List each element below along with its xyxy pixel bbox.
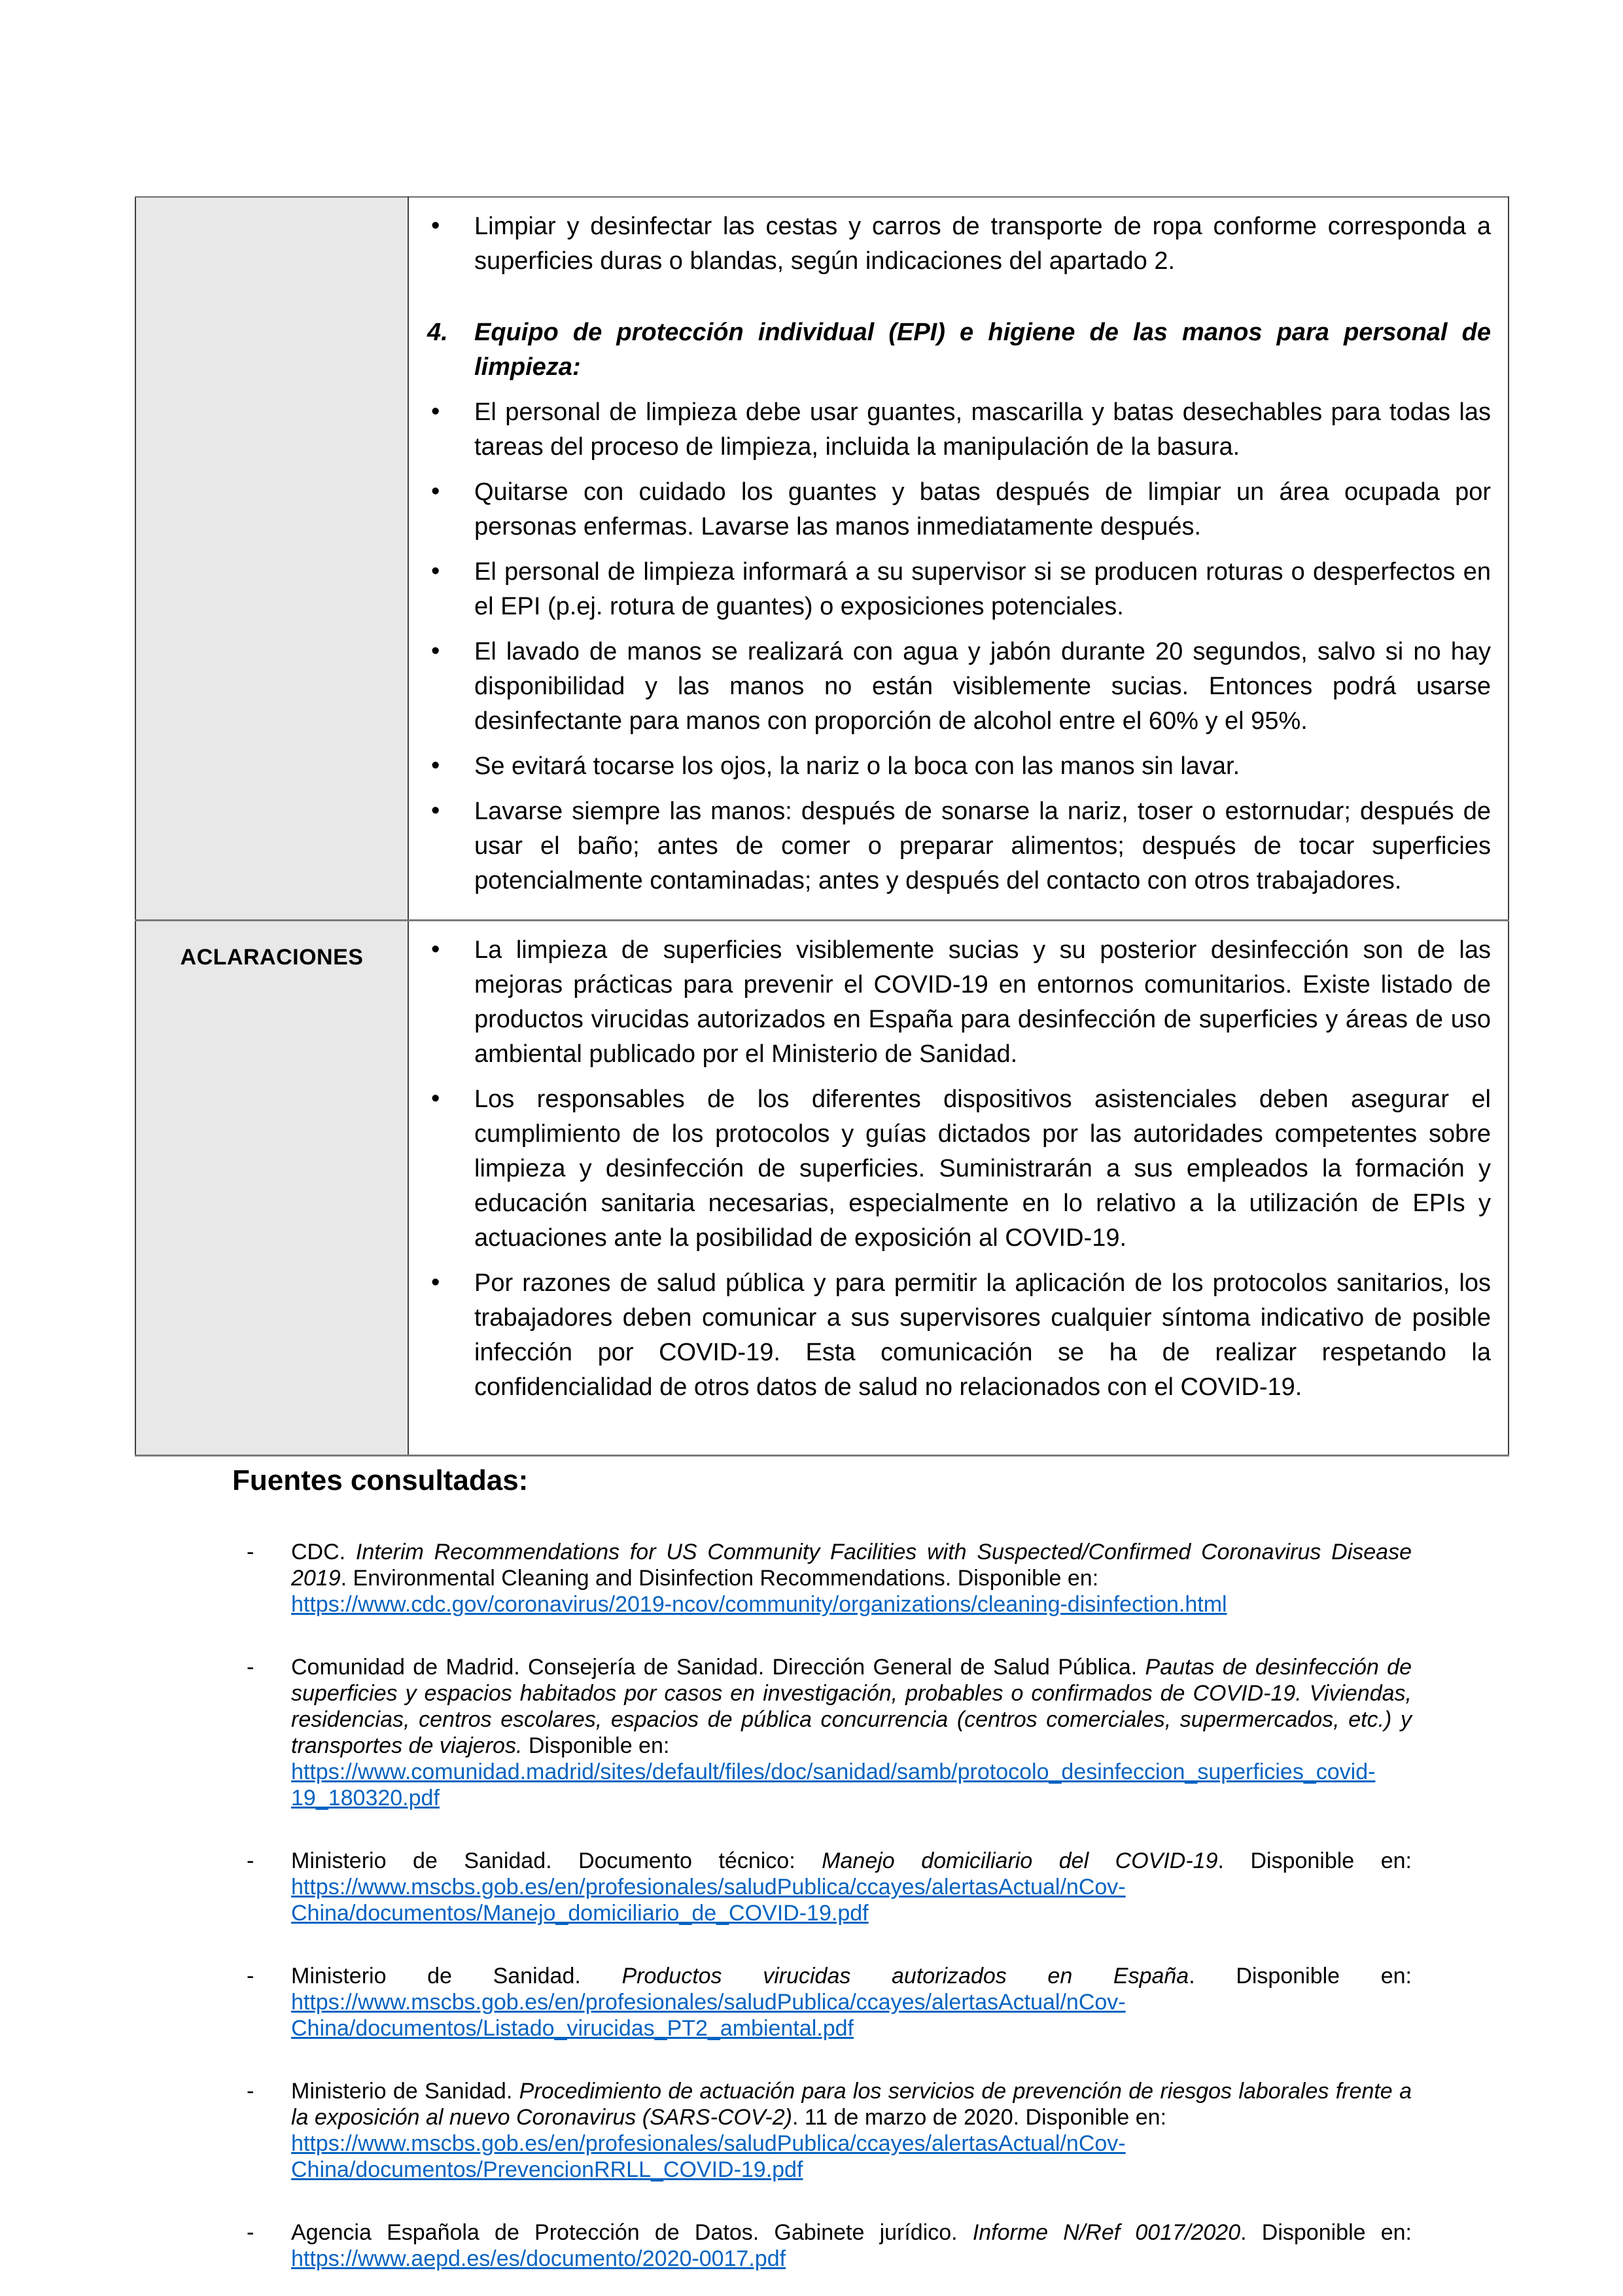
bullet-item [409, 555, 1491, 624]
citation-text: Agencia Española de Protección de Datos. Gabinete jurídico. [291, 2220, 973, 2245]
citation-title: Pautas de desinfección de superficies y espacios habitados por casos en investigación, probables o confirmados de COVID-19. Viviendas, residencias, centros escolares, espacios de pública concurrencia (centros comerciales, supermercados, etc.) y transportes de viajeros. [291, 1655, 1412, 1758]
bullet-text: Se evitará tocarse los ojos, la nariz o la boca con las manos sin lavar. [474, 752, 1240, 780]
citation-text: . Disponible en: [1189, 1964, 1412, 1988]
reference-citation [291, 1539, 1412, 1591]
reference-link[interactable]: https://www.mscbs.gob.es/en/profesionales/saludPublica/ccayes/alertasActual/nCov- [291, 1875, 1126, 1899]
bullet-text: Quitarse con cuidado los guantes y batas después de limpiar un área ocupada por personas enfermas. Lavarse las manos inmediatamente después. [474, 478, 1491, 540]
reference-link[interactable]: China/documentos/PrevencionRRLL_COVID-19.pdf [291, 2157, 803, 2182]
citation-text: . Disponible en: [1217, 1848, 1412, 1873]
bullet-marker: • [431, 637, 440, 665]
row-label-cell [135, 921, 408, 1456]
bullet-item [409, 749, 1491, 784]
bullet-item [409, 933, 1491, 1072]
reference-link[interactable]: https://www.mscbs.gob.es/en/profesionales/saludPublica/ccayes/alertasActual/nCov- [291, 1990, 1126, 2015]
citation-text: Ministerio de Sanidad. [291, 2079, 519, 2104]
bullet-text: El personal de limpieza informará a su supervisor si se producen roturas o desperfectos en el EPI (p.ej. rotura de guantes) o exposiciones potenciales. [474, 558, 1491, 620]
citation-title: Productos virucidas autorizados en España [621, 1964, 1189, 1988]
heading-number: 4. [427, 319, 448, 346]
row-content-cell [408, 921, 1509, 1456]
reference-links [291, 2246, 1412, 2272]
bullet-item [409, 1266, 1491, 1405]
bullet-text: Lavarse siempre las manos: después de sonarse la nariz, toser o estornudar; después de usar el baño; antes de comer o preparar alimentos; después de tocar superficies potencialmente contaminadas; antes y después del contacto con otros trabajadores. [474, 798, 1491, 894]
reference-link[interactable]: https://www.cdc.gov/coronavirus/2019-ncov/community/organizations/cleaning-disinfection.html [291, 1592, 1227, 1617]
reference-links [291, 1874, 1412, 1926]
row-content-cell [408, 197, 1509, 921]
reference-dash-marker: - [247, 2079, 254, 2104]
reference-item [232, 1654, 1412, 1811]
reference-dash-marker: - [247, 1540, 254, 1564]
bullet-text: La limpieza de superficies visiblemente sucias y su posterior desinfección son de las mejoras prácticas para prevenir el COVID-19 en entornos comunitarios. Existe listado de productos virucidas autorizados en España para desinfección de superficies y áreas de uso ambiental publicado por el Ministerio de Sanidad. [474, 936, 1491, 1068]
citation-text: . Disponible en: [1240, 2220, 1412, 2245]
bullet-marker: • [431, 398, 440, 425]
sources-section [232, 1464, 1412, 2296]
reference-dash-marker: - [247, 1848, 254, 1873]
reference-item [232, 1539, 1412, 1617]
reference-links [291, 1989, 1412, 2041]
bullet-item [409, 475, 1491, 544]
sources-list [232, 1539, 1412, 2272]
citation-title: Manejo domiciliario del COVID-19 [822, 1848, 1218, 1873]
bullet-text: Limpiar y desinfectar las cestas y carros de transporte de ropa conforme corresponda a superficies duras o blandas, según indicaciones del apartado 2. [474, 213, 1491, 275]
reference-citation [291, 2219, 1412, 2246]
reference-links [291, 1591, 1412, 1617]
reference-item [232, 2219, 1412, 2272]
reference-citation [291, 1963, 1412, 1989]
citation-text: Ministerio de Sanidad. [291, 1964, 622, 1988]
reference-item [232, 2078, 1412, 2183]
bullet-item [409, 794, 1491, 898]
bullet-item [409, 395, 1491, 465]
sources-heading: Fuentes consultadas: [232, 1464, 529, 1496]
reference-links [291, 2130, 1412, 2183]
bullet-item [409, 209, 1491, 279]
reference-citation [291, 1654, 1412, 1759]
reference-item [232, 1963, 1412, 2041]
bullet-marker: • [431, 557, 440, 585]
reference-links [291, 1759, 1412, 1811]
row-label: ACLARACIONES [180, 945, 364, 970]
reference-link[interactable]: https://www.mscbs.gob.es/en/profesionales/saludPublica/ccayes/alertasActual/nCov- [291, 2131, 1126, 2156]
section-4-heading [409, 315, 1491, 385]
bullet-item [409, 635, 1491, 739]
citation-text: Disponible en: [522, 1733, 670, 1758]
reference-citation [291, 2078, 1412, 2130]
reference-link[interactable]: China/documentos/Manejo_domiciliario_de_COVID-19.pdf [291, 1901, 869, 1926]
bullet-marker: • [431, 478, 440, 505]
reference-link[interactable]: China/documentos/Listado_virucidas_PT2_ambiental.pdf [291, 2016, 854, 2041]
reference-link[interactable]: https://www.comunidad.madrid/sites/default/files/doc/sanidad/samb/protocolo_desinfeccion_superficies_covid- [291, 1759, 1376, 1784]
bullet-marker: • [431, 936, 440, 963]
bullet-marker: • [431, 797, 440, 824]
bullet-marker: • [431, 212, 440, 239]
citation-text: Ministerio de Sanidad. Documento técnico: [291, 1848, 822, 1873]
bullet-marker: • [431, 1085, 440, 1112]
citation-text: . Environmental Cleaning and Disinfection Recommendations. Disponible en: [340, 1566, 1099, 1591]
blank-line [409, 289, 1491, 315]
citation-title: Procedimiento de actuación para los servicios de prevención de riesgos laborales frente a la exposición al nuevo Coronavirus (SARS-COV-2) [291, 2079, 1412, 2130]
bullet-marker: • [431, 752, 440, 779]
table-row [135, 921, 1509, 1456]
citation-text: CDC. [291, 1540, 356, 1564]
citation-text: . 11 de marzo de 2020. Disponible en: [792, 2105, 1167, 2130]
table-row [135, 197, 1509, 921]
bullet-text: El lavado de manos se realizará con agua y jabón durante 20 segundos, salvo si no hay disponibilidad y las manos no están visiblemente sucias. Entonces podrá usarse desinfectante para manos con proporción de alcohol entre el 60% y el 95%. [474, 638, 1491, 735]
citation-title: Interim Recommendations for US Community Facilities with Suspected/Confirmed Coronavirus Disease 2019 [291, 1540, 1412, 1591]
reference-link[interactable]: https://www.aepd.es/es/documento/2020-0017.pdf [291, 2246, 786, 2271]
bullet-text: Los responsables de los diferentes dispositivos asistenciales deben asegurar el cumplimiento de los protocolos y guías dictados por las autoridades competentes sobre limpieza y desinfección de superficies. Suministrarán a sus empleados la formación y educación sanitaria necesarias, especialmente en lo relativo a la utilización de EPIs y actuaciones ante la posibilidad de exposición al COVID-19. [474, 1086, 1491, 1252]
bullet-marker: • [431, 1269, 440, 1296]
reference-dash-marker: - [247, 2220, 254, 2245]
protocol-table [135, 196, 1509, 1457]
row-label-cell [135, 197, 408, 921]
citation-text: Comunidad de Madrid. Consejería de Sanidad. Dirección General de Salud Pública. [291, 1655, 1145, 1680]
reference-link[interactable]: 19_180320.pdf [291, 1786, 440, 1810]
citation-title: Informe N/Ref 0017/2020 [972, 2220, 1241, 2245]
reference-item [232, 1848, 1412, 1926]
bullet-item [409, 1082, 1491, 1256]
reference-citation [291, 1848, 1412, 1874]
reference-dash-marker: - [247, 1964, 254, 1988]
heading-text: Equipo de protección individual (EPI) e higiene de las manos para personal de limpieza: [474, 319, 1491, 381]
bullet-text: Por razones de salud pública y para permitir la aplicación de los protocolos sanitarios, los trabajadores deben comunicar a sus supervisores cualquier síntoma indicativo de posible infección por COVID-19. Esta comunicación se ha de realizar respetando la confidencialidad de otros datos de salud no relacionados con el COVID-19. [474, 1269, 1491, 1401]
reference-dash-marker: - [247, 1655, 254, 1680]
bullet-text: El personal de limpieza debe usar guantes, mascarilla y batas desechables para todas las tareas del proceso de limpieza, incluida la manipulación de la basura. [474, 398, 1491, 461]
